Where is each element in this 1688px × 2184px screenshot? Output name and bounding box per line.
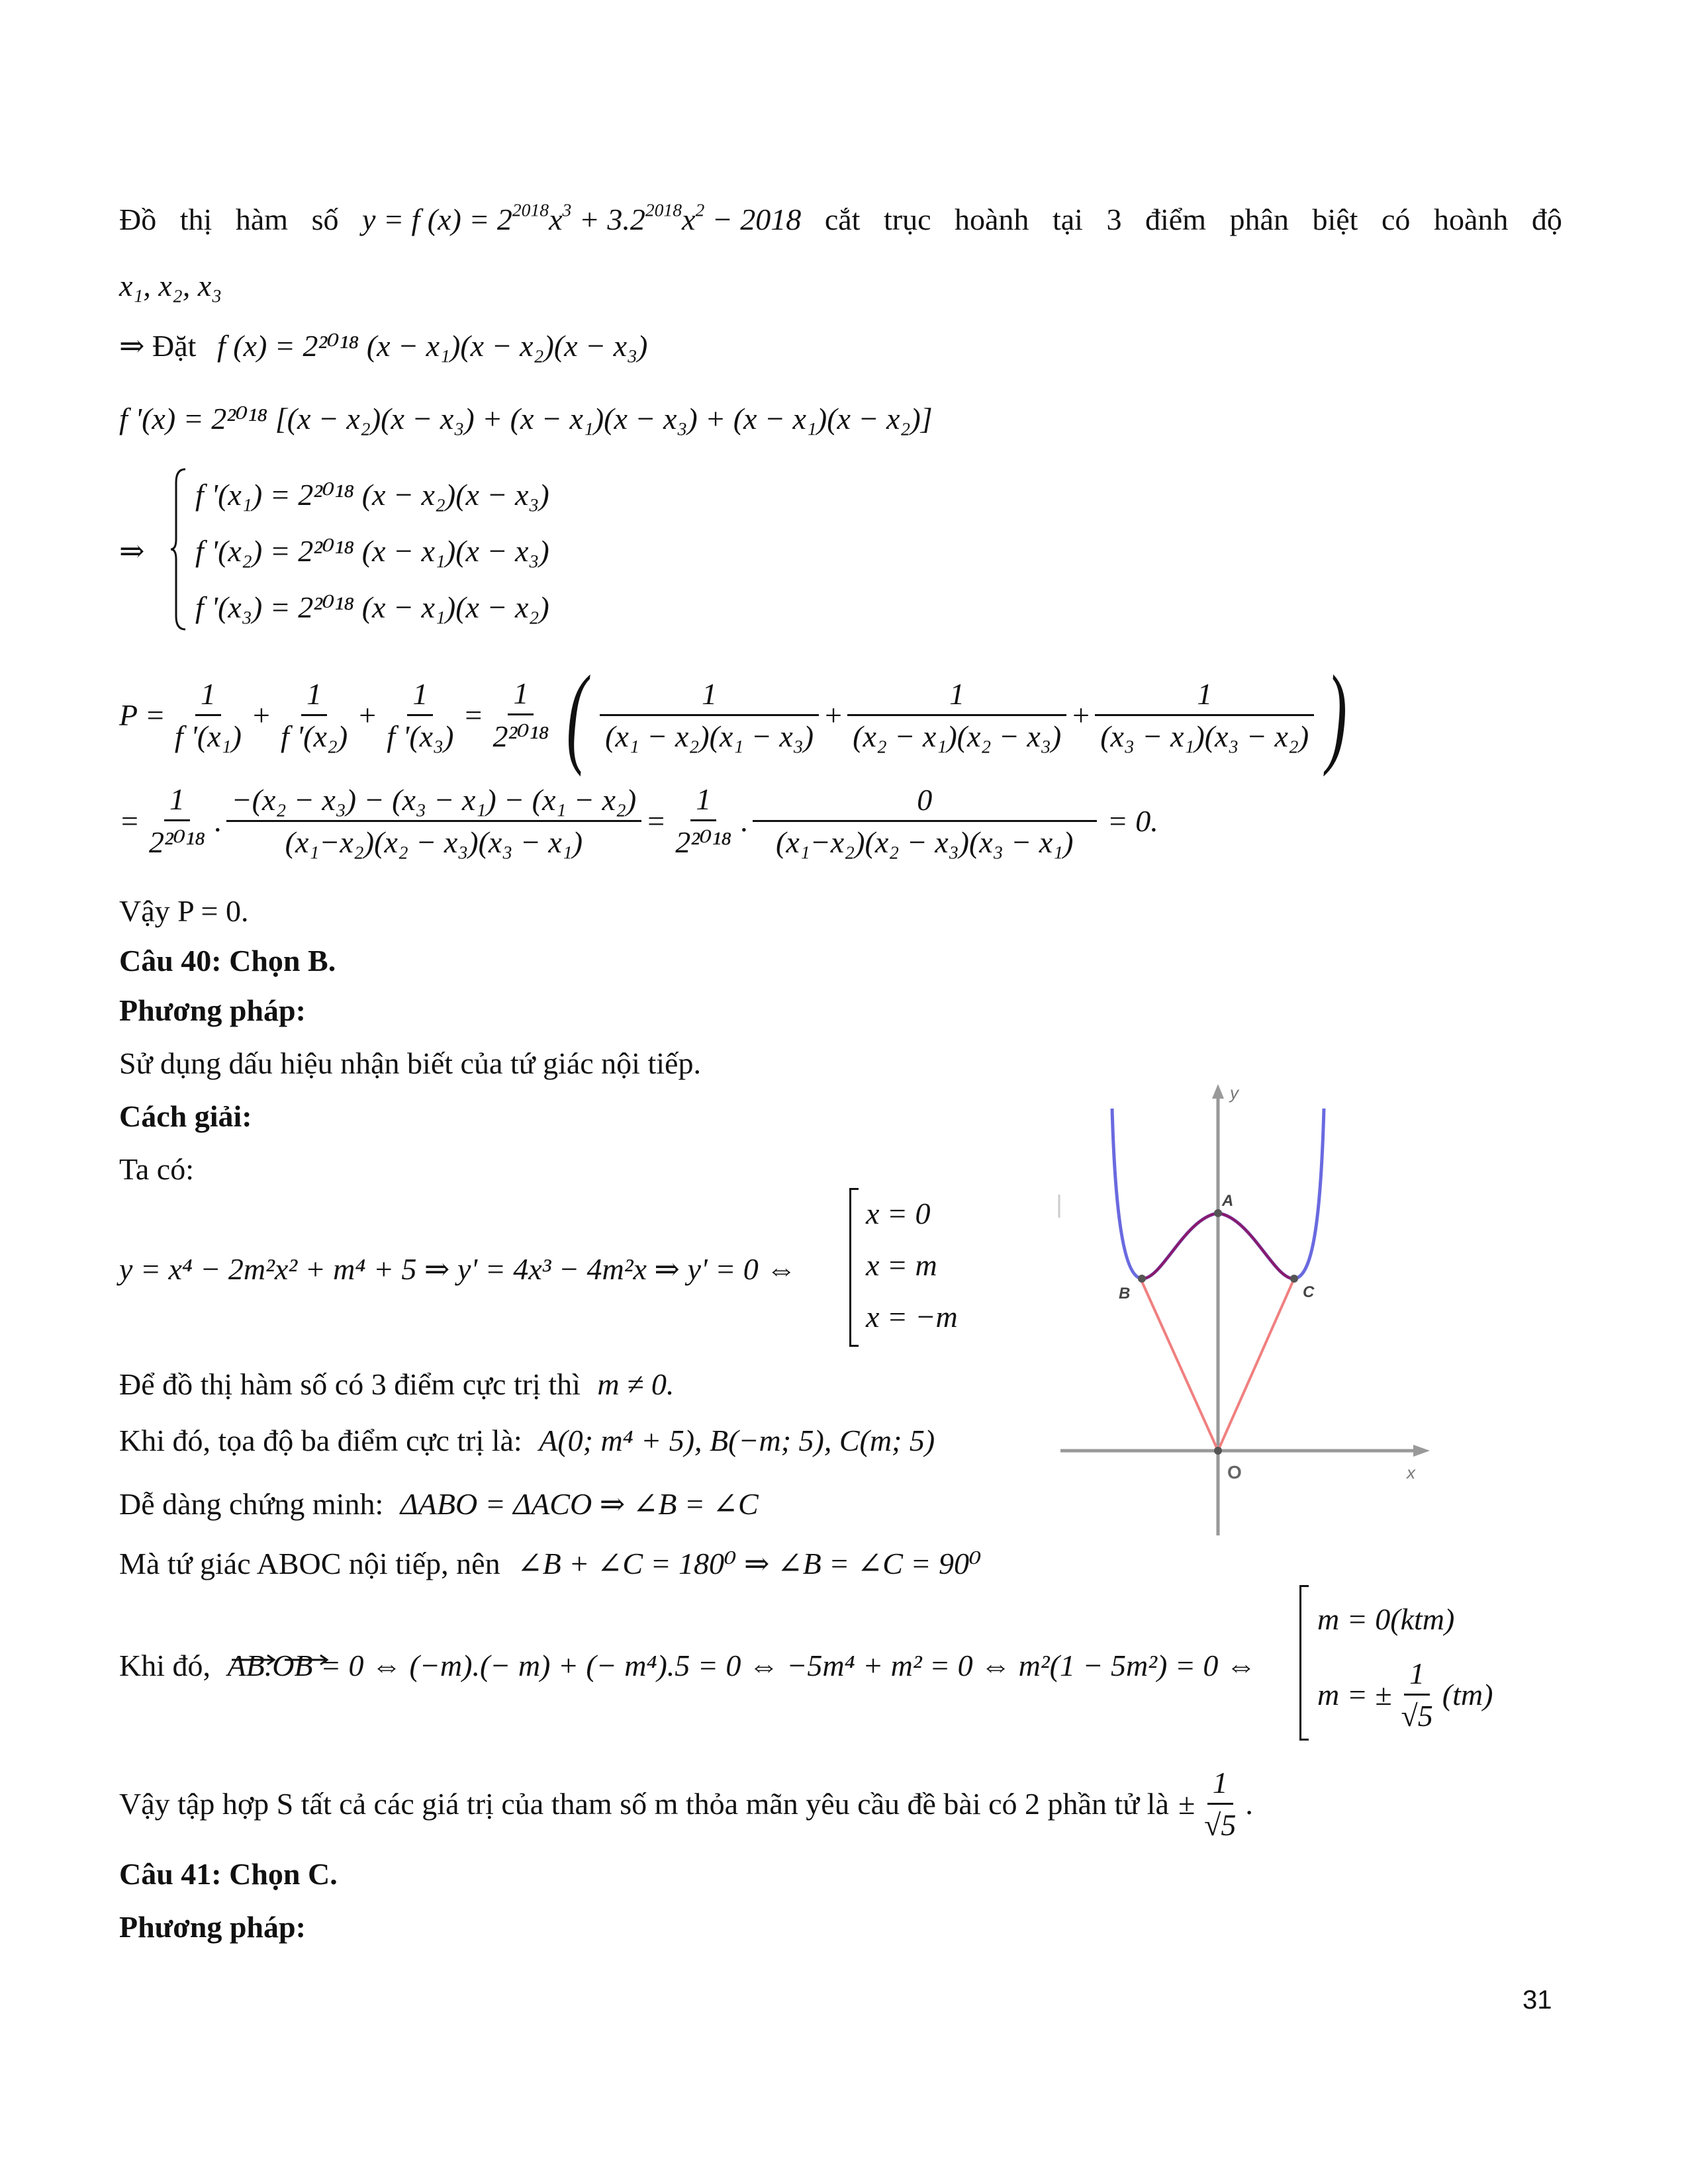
segment-co (1218, 1279, 1294, 1451)
point-a-label: A (1222, 1192, 1234, 1210)
origin-label: O (1227, 1462, 1242, 1482)
p-fraction: $\frac{1}{\text{(x₁ − x₂)(x₁ − x₃)}}$ (600, 676, 819, 754)
intro-formula: y = f $(x) = 2^{2018}x^3 + 3.2^{2018}x^2 - 2018$ (362, 199, 802, 236)
intro-word: Đồ (119, 203, 157, 236)
p-fraction: $\frac{1}{\text{(x₃ − x₁)(x₃ − x₂)}}$ (1095, 676, 1314, 754)
roots-line: x₁, x₂, x₃ (119, 269, 222, 302)
intro-word: hàm (235, 203, 289, 236)
vector-arrow-icon (230, 1653, 277, 1666)
y-axis-arrow-icon (1212, 1084, 1224, 1099)
set-f-line (119, 328, 647, 363)
p-fraction: $\frac{1}{\text{f '(x₁)}}$ (174, 676, 242, 753)
p-fraction: $\frac{1}{\text{(x₂ − x₁)(x₂ − x₃)}}$ (847, 676, 1066, 754)
system-brace (171, 467, 184, 632)
system-line: f '(x₂) = 2²⁰¹⁸ (x − x₁)(x − x₃) (195, 534, 549, 568)
system-line: f '(x₃) = 2²⁰¹⁸ (x − x₁)(x − x₂) (195, 590, 549, 624)
intro-word: phân (1229, 203, 1289, 236)
y-axis-label: y (1230, 1083, 1239, 1103)
point-o-icon (1214, 1447, 1222, 1455)
intro-word: 3 (1106, 203, 1122, 236)
intro-word: hoành (1433, 203, 1509, 236)
point-c-icon (1290, 1275, 1298, 1283)
q40-final: Vậy tập hợp S tất cả các giá trị của tham số m thỏa mãn yêu cầu đề bài có 2 phần tử là ± $\frac{1}{√5}$ . (119, 1765, 1253, 1842)
q41-method-label: Phương pháp: (119, 1910, 306, 1944)
point-b-label: B (1119, 1285, 1131, 1302)
q40-sol-top-tick (1299, 1585, 1309, 1587)
q40-coords: Khi đó, tọa độ ba điểm cực trị là: A(0; m⁴ + 5), B(−m; 5), C(m; 5) (119, 1424, 935, 1457)
case-line: x = m (866, 1248, 937, 1282)
x-axis-arrow-icon (1413, 1445, 1430, 1457)
intro-line (119, 199, 1562, 237)
p-fraction: $\frac{1}{\text{f '(x₃)}}$ (387, 676, 454, 753)
q40-method-text: Sử dụng dấu hiệu nhận biết của tứ giác nội tiếp. (119, 1046, 701, 1080)
q40-cases (849, 1188, 958, 1347)
q40-cyclic: Mà tứ giác ABOC nội tiếp, nên ∠B + ∠C = 180⁰ ⇒ ∠B = ∠C = 90⁰ (119, 1547, 982, 1580)
intro-word: cắt (824, 203, 861, 236)
conclusion-p: Vậy P = 0. (119, 894, 249, 928)
intro-word: điểm (1145, 203, 1206, 236)
sol-case-2: m = ± $\frac{1}{√5}$ (tm) (1317, 1656, 1493, 1733)
case-line: x = 0 (866, 1197, 931, 1230)
q40-ta-co: Ta có: (119, 1152, 195, 1186)
q40-derivative: y = x⁴ − 2m²x² + m⁴ + 5 ⇒ y' = 4x³ − 4m²x ⇒ y' = 0 ⇔ (119, 1252, 797, 1286)
system-line: f '(x₁) = 2²⁰¹⁸ (x − x₂)(x − x₃) (195, 478, 549, 512)
intro-word: hoành (955, 203, 1029, 236)
q40-dot-line: Khi đó, AB.OB = 0 ⇔ (−m).(− m) + (− m⁴).5 = 0 ⇔ −5m⁴ + m² = 0 ⇔ m²(1 − 5m²) = 0 ⇔ (119, 1649, 1256, 1682)
set-f-expr: f (x) = 2²⁰¹⁸ (x − x₁)(x − x₂)(x − x₃) (216, 329, 648, 363)
x-axis-label: x (1407, 1463, 1415, 1482)
brace-icon (171, 467, 189, 632)
q41-title: Câu 41: Chọn C. (119, 1857, 338, 1891)
intro-word: có (1382, 203, 1411, 236)
q40-title: Câu 40: Chọn B. (119, 944, 336, 978)
intro-word: số (311, 203, 339, 236)
p-fraction: $\frac{1}{\text{2²⁰¹⁸}}$ (492, 676, 549, 753)
extrema-graph (1053, 1079, 1436, 1555)
derivative-line: f '(x) = 2²⁰¹⁸ [(x − x₂)(x − x₃) + (x − x₁)(x − x₃) + (x − x₁)(x − x₂)] (119, 402, 933, 435)
q40-case-bottom-tick (849, 1345, 859, 1347)
q40-solution-label: Cách giải: (119, 1099, 252, 1133)
q40-method-label: Phương pháp: (119, 993, 306, 1027)
p-fraction: $\frac{1}{\text{f '(x₂)}}$ (281, 676, 348, 753)
intro-word: thị (179, 203, 212, 236)
q40-proof: Dễ dàng chứng minh: ΔABO = ΔACO ⇒ ∠B = ∠C (119, 1487, 759, 1521)
page-number: 31 (1523, 1985, 1552, 2015)
case-line: x = −m (866, 1300, 958, 1334)
intro-word: trục (883, 203, 931, 236)
q40-solution-cases (1299, 1585, 1301, 1741)
p2-fraction: $\frac{0}{\text{(x₁−x₂)(x₂ − x₃)(x₃ − x₁)}}$ (753, 782, 1097, 860)
point-a-icon (1214, 1209, 1222, 1217)
vector-arrow-ab (230, 1639, 277, 1674)
sol-case-1: m = 0(ktm) (1317, 1602, 1455, 1636)
q40-condition: Để đồ thị hàm số có 3 điểm cực trị thì m ≠ 0. (119, 1367, 675, 1401)
segment-bo (1141, 1279, 1218, 1451)
implies-arrow: ⇒ (119, 534, 145, 568)
intro-word: biệt (1312, 203, 1358, 236)
p2-fraction: $\frac{1}{\text{2²⁰¹⁸}}$ (675, 782, 732, 859)
intro-word: độ (1531, 203, 1562, 236)
q40-sol-bottom-tick (1299, 1739, 1309, 1741)
p-expression: P = $\frac{1}{\text{f '(x₁)}}$ + $\frac{1}{\text{f '(x₂)}}$ + $\frac{1}{\text{f '(x₃)}}$ = $\frac{1}{\text{2²⁰¹⁸}}$ ( $\frac{1}{\text{(x₁ − x₂)(x₁ − x₃)}}$ + $\frac{1}{\text{(x₂ − x₁)(x₂ − x₃)}}$ + $\frac{1}{\text{(x₃ − x₁)(x₃ − x₂)}}$ ) (119, 653, 1348, 777)
intro-word: tại (1052, 203, 1083, 236)
set-arrow: ⇒ Đặt (119, 329, 197, 363)
point-c-label: C (1303, 1283, 1315, 1301)
vector-arrow-icon (283, 1653, 330, 1666)
p2-fraction: $\frac{\text{−(x₂ − x₃) − (x₃ − x₁) − (x₁ − x₂)}}{\text{(x₁−x₂)(x₂ − x₃)(x₃ − x₁)}}$ (226, 782, 642, 860)
p2-fraction: $\frac{1}{\text{2²⁰¹⁸}}$ (149, 782, 206, 859)
p-expression-2: = $\frac{1}{\text{2²⁰¹⁸}}$ . $\frac{\text{−(x₂ − x₃) − (x₃ − x₁) − (x₁ − x₂)}}{\text{(x₁−x₂)(x₂ − x₃)(x₃ − x₁)}}$ = $\frac{1}{\text{2²⁰¹⁸}}$ . $\frac{0}{\text{(x₁−x₂)(x₂ − x₃)(x₃ − x₁)}}$ = 0. (119, 782, 1158, 859)
vector-arrow-ob (283, 1639, 330, 1674)
point-b-icon (1138, 1275, 1146, 1283)
q40-case-top-tick (849, 1188, 859, 1190)
